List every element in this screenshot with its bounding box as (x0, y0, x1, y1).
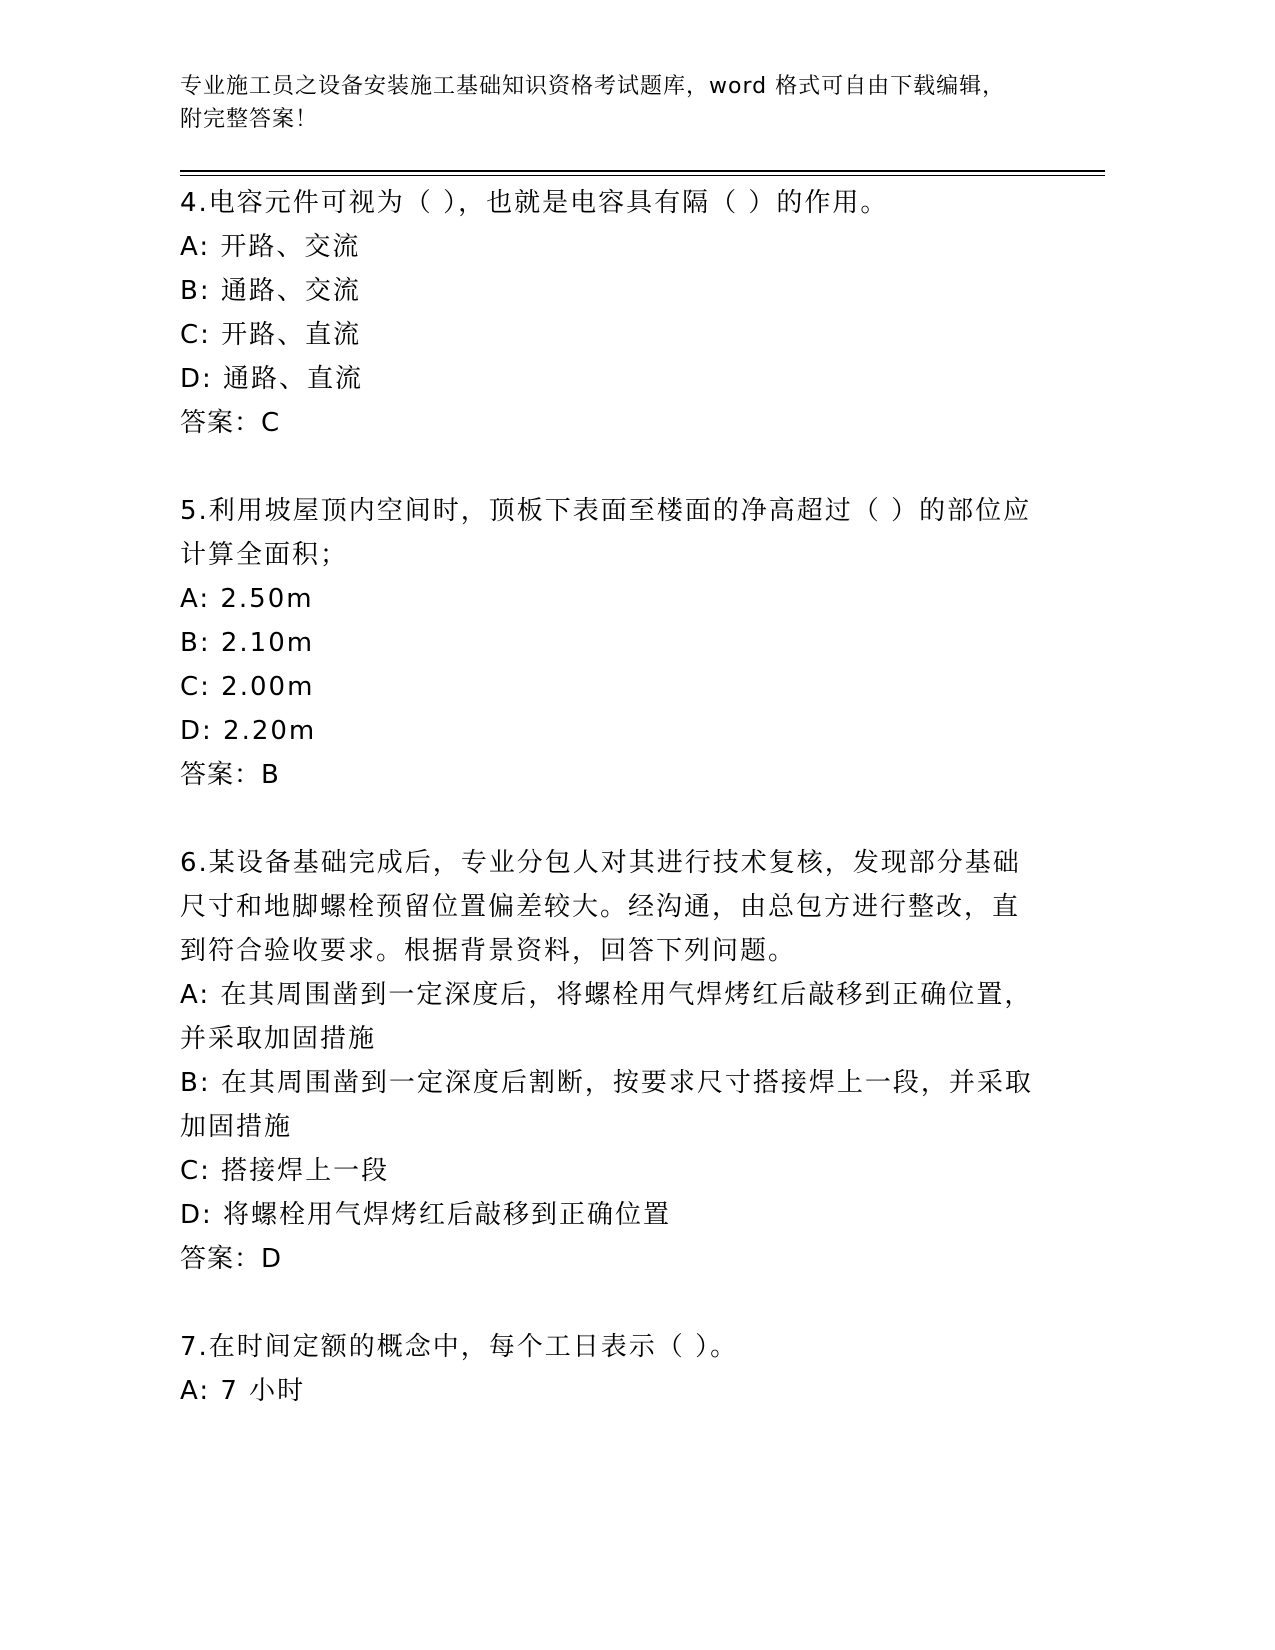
answer: 答案：D (180, 1244, 283, 1274)
question-stem: 5.利用坡屋顶内空间时，顶板下表面至楼面的净高超过（ ）的部位应计算全面积； (180, 496, 1032, 570)
option-a: A: 开路、交流 (180, 232, 361, 262)
question-stem: 7.在时间定额的概念中，每个工日表示（ ）。 (180, 1332, 739, 1362)
option-d: D: 2.20m (180, 716, 317, 746)
option-a: A: 2.50m (180, 584, 314, 614)
question-6 (180, 841, 1040, 1281)
option-b: B: 通路、交流 (180, 276, 361, 306)
header-divider-thick (180, 170, 1105, 172)
option-c: C: 2.00m (180, 672, 315, 702)
option-d: D: 通路、直流 (180, 364, 364, 394)
option-c: C: 搭接焊上一段 (180, 1156, 390, 1186)
header-line-1: 专业施工员之设备安装施工基础知识资格考试题库，word 格式可自由下载编辑， (180, 74, 1006, 99)
option-c: C: 开路、直流 (180, 320, 362, 350)
answer: 答案：C (180, 408, 281, 438)
option-a: A: 7 小时 (180, 1376, 306, 1406)
option-d: D: 将螺栓用气焊烤红后敲移到正确位置 (180, 1200, 672, 1230)
question-7 (180, 1325, 1040, 1413)
header-line-2: 附完整答案！ (180, 107, 319, 132)
question-5 (180, 489, 1040, 797)
question-list (180, 181, 1040, 1413)
question-stem: 6.某设备基础完成后，专业分包人对其进行技术复核，发现部分基础尺寸和地脚螺栓预留位置偏差较大。经沟通，由总包方进行整改，直到符合验收要求。根据背景资料，回答下列问题。 (180, 848, 1021, 966)
option-b: B: 在其周围凿到一定深度后割断，按要求尺寸搭接焊上一段，并采取加固措施 (180, 1068, 1033, 1142)
header-divider-thin (180, 175, 1105, 176)
question-4 (180, 181, 1040, 445)
question-stem: 4.电容元件可视为（ ），也就是电容具有隔（ ）的作用。 (180, 188, 889, 218)
option-a: A: 在其周围凿到一定深度后，将螺栓用气焊烤红后敲移到正确位置，并采取加固措施 (180, 980, 1033, 1054)
document-header (180, 70, 1080, 136)
option-b: B: 2.10m (180, 628, 315, 658)
answer: 答案：B (180, 760, 280, 790)
